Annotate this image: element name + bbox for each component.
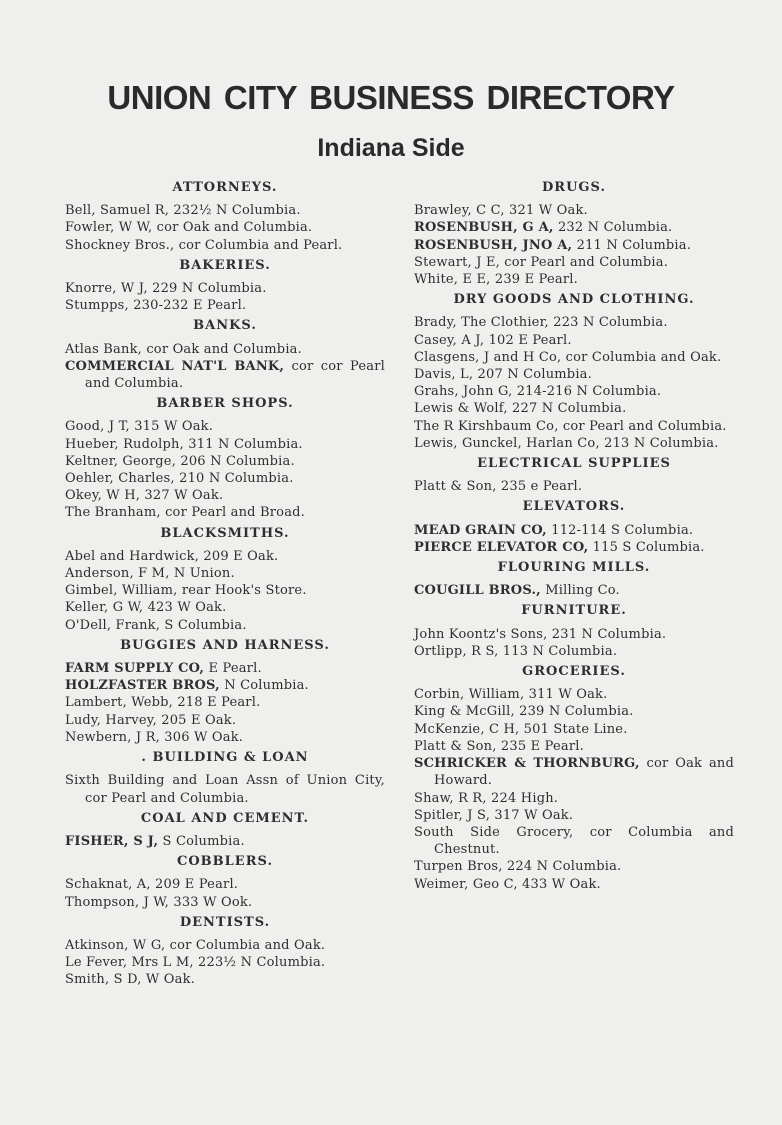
section-heading: BUGGIES AND HARNESS. [120,637,330,653]
entry-text: Platt & Son, 235 E Pearl. [414,738,584,754]
directory-entry [414,219,734,236]
entry-text: Oehler, Charles, 210 N Columbia. [65,471,294,487]
directory-section [65,317,385,392]
entry-bold-name: MEAD GRAIN CO, [414,522,547,538]
entry-text: Newbern, J R, 306 W Oak. [65,729,244,745]
entry-text: Davis, L, 207 N Columbia. [414,367,592,383]
section-heading: COBBLERS. [177,854,273,870]
section-heading: DRY GOODS AND CLOTHING. [453,292,695,308]
entry-text: Le Fever, Mrs L M, 223½ N Columbia. [65,955,326,971]
entry-bold-name: ROSENBUSH, G A, [414,220,554,236]
section-heading: BARBER SHOPS. [156,396,294,412]
directory-entry [414,418,734,435]
right-column [414,176,734,893]
entry-text: Atkinson, W G, cor Columbia and Oak. [65,937,326,953]
entry-text: 112-114 S Columbia. [546,522,694,538]
directory-entry [414,643,734,660]
directory-entry [414,522,734,539]
directory-entry [65,436,385,453]
directory-section [414,498,734,556]
entry-text: Smith, S D, W Oak. [65,972,196,988]
section-heading: BAKERIES. [179,257,271,273]
section-heading: ELEVATORS. [522,499,626,515]
entry-text: Good, J T, 315 W Oak. [65,419,214,435]
directory-entry [414,271,734,288]
directory-entry [65,729,385,746]
entry-text: Weimer, Geo C, 433 W Oak. [414,876,601,892]
entry-text: Keller, G W, 423 W Oak. [65,600,227,616]
directory-entry [414,314,734,331]
entry-text: Sixth Building and Loan Assn of Union City, cor Pearl and Columbia. [65,773,385,806]
directory-entry [414,202,734,219]
directory-section [65,853,385,911]
page-title: UNION CITY BUSINESS DIRECTORY [107,79,675,116]
entry-text: Thompson, J W, 333 W Ook. [65,894,253,910]
directory-section [65,525,385,634]
directory-section [65,395,385,521]
directory-section [65,179,385,254]
entry-bold-name: COMMERCIAL NAT'L BANK, [65,358,285,374]
directory-entry [65,971,385,988]
directory-entry [414,807,734,824]
directory-entry [65,418,385,435]
directory-entry [414,738,734,755]
entry-text: Knorre, W J, 229 N Columbia. [65,281,267,297]
directory-entry [65,694,385,711]
entry-bold-name: FISHER, S J, [65,833,159,849]
entry-text: Okey, W H, 327 W Oak. [65,488,224,504]
directory-section [65,914,385,989]
directory-entry [414,721,734,738]
directory-entry [65,453,385,470]
directory-entry [414,858,734,875]
entry-text: S Columbia. [158,833,245,849]
entry-text: Milling Co. [540,583,620,599]
entry-text: Abel and Hardwick, 209 E Oak. [65,548,279,564]
directory-entry [414,539,734,556]
entry-text: Lewis, Gunckel, Harlan Co, 213 N Columbia. [414,435,719,451]
directory-entry [65,677,385,694]
directory-section [65,637,385,746]
entry-bold-name: ROSENBUSH, JNO A, [414,237,573,253]
directory-entry [414,626,734,643]
directory-entry [65,660,385,677]
directory-section [414,559,734,599]
entry-text: Spitler, J S, 317 W Oak. [414,807,574,823]
entry-bold-name: COUGILL BROS., [414,583,541,599]
directory-section [414,291,734,452]
directory-entry [65,954,385,971]
directory-entry [65,297,385,314]
directory-entry [65,219,385,236]
entry-text: King & McGill, 239 N Columbia. [414,704,634,720]
directory-entry [414,332,734,349]
directory-entry [65,237,385,254]
entry-text: Brawley, C C, 321 W Oak. [414,203,588,219]
left-column [65,176,385,989]
entry-text: Gimbel, William, rear Hook's Store. [65,583,307,599]
entry-text: Clasgens, J and H Co, cor Columbia and Oak. [414,349,722,365]
directory-entry [414,582,734,599]
entry-bold-name: HOLZFASTER BROS, [65,678,220,694]
directory-entry [414,254,734,271]
directory-entry [414,703,734,720]
directory-entry [414,824,734,858]
directory-section [414,663,734,893]
entry-bold-name: SCHRICKER & THORNBURG, [414,756,640,772]
entry-text: Schaknat, A, 209 E Pearl. [65,877,239,893]
directory-section [414,179,734,288]
directory-entry [414,790,734,807]
directory-entry [414,755,734,789]
entry-text: 211 N Columbia. [572,237,692,253]
entry-text: Grahs, John G, 214-216 N Columbia. [414,384,662,400]
section-heading: ATTORNEYS. [172,180,278,195]
entry-text: John Koontz's Sons, 231 N Columbia. [414,626,667,642]
directory-entry [65,470,385,487]
entry-text: Ludy, Harvey, 205 E Oak. [65,712,237,728]
section-heading: DRUGS. [542,180,606,195]
directory-entry [65,894,385,911]
directory-entry [414,383,734,400]
directory-entry [65,599,385,616]
entry-text: cor cor Pearl and Columbia. [85,358,385,392]
directory-entry [65,617,385,634]
entry-text: White, E E, 239 E Pearl. [414,272,578,288]
entry-text: McKenzie, C H, 501 State Line. [414,721,628,737]
entry-text: The R Kirshbaum Co, cor Pearl and Columbia. [414,418,727,434]
entry-text: Platt & Son, 235 e Pearl. [414,479,583,495]
directory-entry [65,341,385,358]
directory-entry [414,478,734,495]
directory-entry [414,366,734,383]
directory-entry [65,772,385,806]
directory-entry [65,565,385,582]
entry-text: Hueber, Rudolph, 311 N Columbia. [65,436,303,452]
entry-text: 115 S Columbia. [588,539,705,555]
section-heading: FURNITURE. [521,603,627,619]
section-heading: COAL AND CEMENT. [140,810,310,826]
directory-section [414,602,734,660]
entry-bold-name: FARM SUPPLY CO, [65,661,205,677]
entry-text: Keltner, George, 206 N Columbia. [65,453,295,469]
entry-text: Lewis & Wolf, 227 N Columbia. [414,401,627,417]
entry-text: Fowler, W W, cor Oak and Columbia. [65,220,313,236]
entry-text: Bell, Samuel R, 232½ N Columbia. [65,203,301,219]
section-heading: BLACKSMITHS. [160,525,290,541]
directory-entry [65,833,385,850]
directory-entry [414,400,734,417]
directory-entry [65,937,385,954]
section-heading: DENTISTS. [179,914,271,930]
entry-text: Corbin, William, 311 W Oak. [414,687,608,703]
section-heading: BANKS. [193,318,257,334]
entry-text: Shaw, R R, 224 High. [414,790,559,806]
section-heading: FLOURING MILLS. [497,560,651,576]
directory-section [65,749,385,807]
entry-text: Stewart, J E, cor Pearl and Columbia. [414,254,669,270]
directory-entry [414,686,734,703]
directory-entry [65,202,385,219]
directory-section [414,455,734,495]
directory-entry [65,582,385,599]
directory-entry [414,349,734,366]
entry-text: O'Dell, Frank, S Columbia. [65,617,247,633]
entry-text: Lambert, Webb, 218 E Pearl. [65,695,261,711]
entry-text: Stumpps, 230-232 E Pearl. [65,298,247,314]
entry-text: N Columbia. [219,678,309,694]
directory-entry [414,237,734,254]
entry-text: Brady, The Clothier, 223 N Columbia. [414,315,668,331]
entry-text: Ortlipp, R S, 113 N Columbia. [414,643,618,659]
entry-text: cor Oak and Howard. [434,756,734,789]
section-heading: ELECTRICAL SUPPLIES [477,456,671,472]
entry-text: Casey, A J, 102 E Pearl. [414,332,572,348]
directory-section [65,257,385,315]
directory-section [65,810,385,850]
entry-text: E Pearl. [204,661,262,677]
section-heading: . BUILDING & LOAN [141,750,309,766]
directory-entry [65,504,385,521]
directory-entry [65,876,385,893]
directory-entry [65,280,385,297]
entry-bold-name: PIERCE ELEVATOR CO, [414,539,589,555]
entry-text: 232 N Columbia. [553,220,673,236]
section-heading: GROCERIES. [522,664,626,680]
entry-text: South Side Grocery, cor Columbia and Chestnut. [414,824,734,858]
entry-text: Anderson, F M, N Union. [65,566,235,582]
directory-entry [65,712,385,729]
entry-text: Atlas Bank, cor Oak and Columbia. [65,341,302,357]
directory-entry [65,358,385,392]
entry-text: The Branham, cor Pearl and Broad. [65,505,306,521]
page-subtitle: Indiana Side [317,134,465,162]
directory-entry [65,548,385,565]
entry-text: Turpen Bros, 224 N Columbia. [414,859,622,875]
directory-entry [65,487,385,504]
directory-entry [414,876,734,893]
directory-entry [414,435,734,452]
entry-text: Shockney Bros., cor Columbia and Pearl. [65,237,343,253]
